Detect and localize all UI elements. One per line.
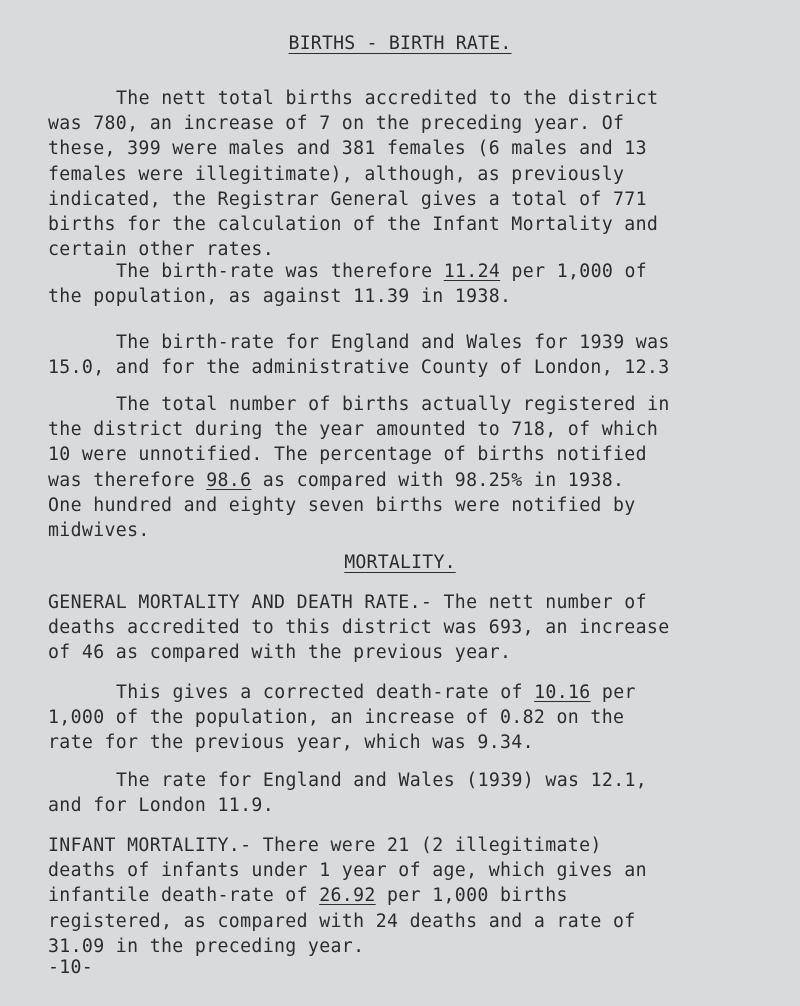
birth-rate-line: the population, as against 11.39 in 1938. xyxy=(48,286,512,308)
infant-mortality-paragraph xyxy=(48,833,783,959)
registered-line: 10 were unnotified. The percentage of births notified xyxy=(48,444,647,466)
general-line: of 46 as compared with the previous year. xyxy=(48,642,512,664)
england-line: The birth-rate for England and Wales for 1939 was xyxy=(116,332,670,353)
births-line: these, 399 were males and 381 females (6 males and 13 xyxy=(48,138,647,160)
infant-line: registered, as compared with 24 deaths and a rate of xyxy=(48,910,636,932)
england-paragraph xyxy=(48,330,783,380)
births-line: was 780, an increase of 7 on the preceding year. Of xyxy=(48,113,625,135)
registered-line: One hundred and eighty seven births were notified by xyxy=(48,494,636,516)
england-death-paragraph xyxy=(48,768,783,818)
births-line: indicated, the Registrar General gives a total of 771 xyxy=(48,188,647,210)
births-line: The nett total births accredited to the district xyxy=(116,88,659,109)
infant-line xyxy=(48,883,783,908)
england-line: 15.0, and for the administrative County of London, 12.3 xyxy=(48,357,670,379)
registered-text: as compared with 98.25% in 1938. xyxy=(251,469,625,491)
births-line: certain other rates. xyxy=(48,239,274,261)
death-rate-line: rate for the previous year, which was 9.34. xyxy=(48,732,534,754)
birth-rate-value: 11.24 xyxy=(443,261,501,282)
birth-rate-paragraph xyxy=(48,259,783,309)
death-rate-text: This gives a corrected death-rate of xyxy=(116,682,535,703)
infant-death-rate-value: 26.92 xyxy=(319,885,376,907)
birth-rate-text: per 1,000 of xyxy=(500,261,648,282)
infant-text: infantile death-rate of xyxy=(48,885,320,907)
infant-line: deaths of infants under 1 year of age, which gives an xyxy=(48,860,647,882)
infant-line: 31.09 in the preceding year. xyxy=(48,935,365,957)
birth-rate-text: The birth-rate was therefore xyxy=(116,261,444,282)
mortality-heading-text: MORTALITY. xyxy=(344,552,456,573)
england-death-line: and for London 11.9. xyxy=(48,795,274,817)
infant-text: per 1,000 births xyxy=(375,885,568,907)
infant-line: INFANT MORTALITY.- There were 21 (2 illegitimate) xyxy=(48,835,602,856)
death-rate-line xyxy=(48,680,783,705)
registered-text: was therefore xyxy=(48,469,207,491)
registered-paragraph xyxy=(48,392,783,543)
registered-line: the district during the year amounted to 718, of which xyxy=(48,419,659,441)
registered-line: The total number of births actually registered in xyxy=(116,394,670,415)
general-line: deaths accredited to this district was 693, an increase xyxy=(48,617,670,639)
births-paragraph xyxy=(48,86,783,262)
death-rate-paragraph xyxy=(48,680,783,756)
births-line: females were illegitimate), although, as previously xyxy=(48,163,625,185)
births-line: births for the calculation of the Infant Mortality and xyxy=(48,214,659,236)
births-heading xyxy=(0,32,800,56)
mortality-heading xyxy=(0,551,800,575)
births-heading-text: BIRTHS - BIRTH RATE. xyxy=(288,33,512,54)
registered-line: midwives. xyxy=(48,520,150,542)
general-mortality-paragraph xyxy=(48,590,783,666)
page-number: -10- xyxy=(48,957,93,978)
england-death-line: The rate for England and Wales (1939) was 12.1, xyxy=(116,770,648,791)
birth-rate-line xyxy=(48,259,783,284)
death-rate-line: 1,000 of the population, an increase of 0.82 on the xyxy=(48,707,625,729)
death-rate-value: 10.16 xyxy=(534,682,591,703)
notified-percentage: 98.6 xyxy=(206,469,252,491)
registered-line xyxy=(48,468,783,493)
death-rate-text: per xyxy=(590,682,636,703)
general-line: GENERAL MORTALITY AND DEATH RATE.- The nett number of xyxy=(48,592,647,613)
